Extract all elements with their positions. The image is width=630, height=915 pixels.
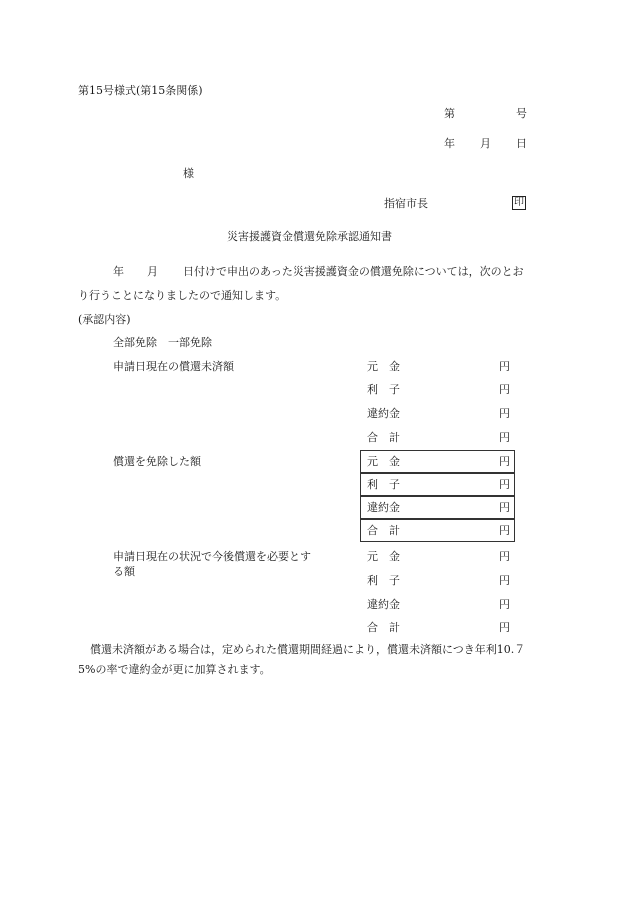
body-year: 年 (113, 265, 124, 278)
yen-unit: 円 (499, 360, 510, 373)
yen-unit: 円 (499, 524, 510, 537)
body-month: 月 (147, 265, 158, 278)
document-title: 災害援護資金償還免除承認通知書 (227, 230, 392, 243)
yen-unit: 円 (499, 550, 510, 563)
date-month: 月 (480, 137, 491, 150)
yen-unit: 円 (499, 455, 510, 468)
section-heading: (承認内容) (78, 313, 131, 326)
penalty-note-line-1: 償還未済額がある場合は，定められた償還期間経過により，償還未済額につき年利10.７ (90, 643, 526, 656)
amount-label: 利 子 (367, 574, 400, 587)
date-year: 年 (444, 137, 455, 150)
yen-unit: 円 (499, 501, 510, 514)
date-day: 日 (516, 137, 527, 150)
mayor-title: 指宿市長 (384, 197, 428, 210)
yen-unit: 円 (499, 574, 510, 587)
seal-mark: 印 (514, 197, 524, 208)
amount-label: 合 計 (367, 431, 400, 444)
yen-unit: 円 (499, 621, 510, 634)
amount-label: 違約金 (367, 407, 400, 420)
amount-label: 元 金 (367, 455, 400, 468)
yen-unit: 円 (499, 598, 510, 611)
number-suffix: 号 (516, 107, 527, 120)
recipient-honorific: 様 (183, 167, 194, 180)
amount-label: 元 金 (367, 360, 400, 373)
amount-label: 合 計 (367, 524, 400, 537)
group-label-required-line-2: る額 (113, 565, 135, 578)
amount-label: 利 子 (367, 478, 400, 491)
group-label-exempted: 償還を免除した額 (113, 455, 201, 468)
body-text-line-2: り行うことになりましたので通知します。 (78, 289, 287, 302)
body-text-line-1: 日付けで申出のあった災害援護資金の償還免除については，次のとお (183, 265, 524, 278)
amount-label: 合 計 (367, 621, 400, 634)
amount-label: 違約金 (367, 598, 400, 611)
yen-unit: 円 (499, 383, 510, 396)
group-label-required-line-1: 申請日現在の状況で今後償還を必要とす (113, 550, 311, 563)
number-prefix: 第 (444, 107, 455, 120)
yen-unit: 円 (499, 431, 510, 444)
form-number-label: 第15号様式(第15条関係) (78, 84, 203, 97)
amount-label: 利 子 (367, 383, 400, 396)
amount-label: 元 金 (367, 550, 400, 563)
yen-unit: 円 (499, 407, 510, 420)
group-label-unpaid: 申請日現在の償還未済額 (113, 360, 234, 373)
amount-label: 違約金 (367, 501, 400, 514)
exemption-options: 全部免除 一部免除 (113, 336, 212, 349)
penalty-note-line-2: 5%の率で違約金が更に加算されます。 (78, 663, 271, 676)
yen-unit: 円 (499, 478, 510, 491)
